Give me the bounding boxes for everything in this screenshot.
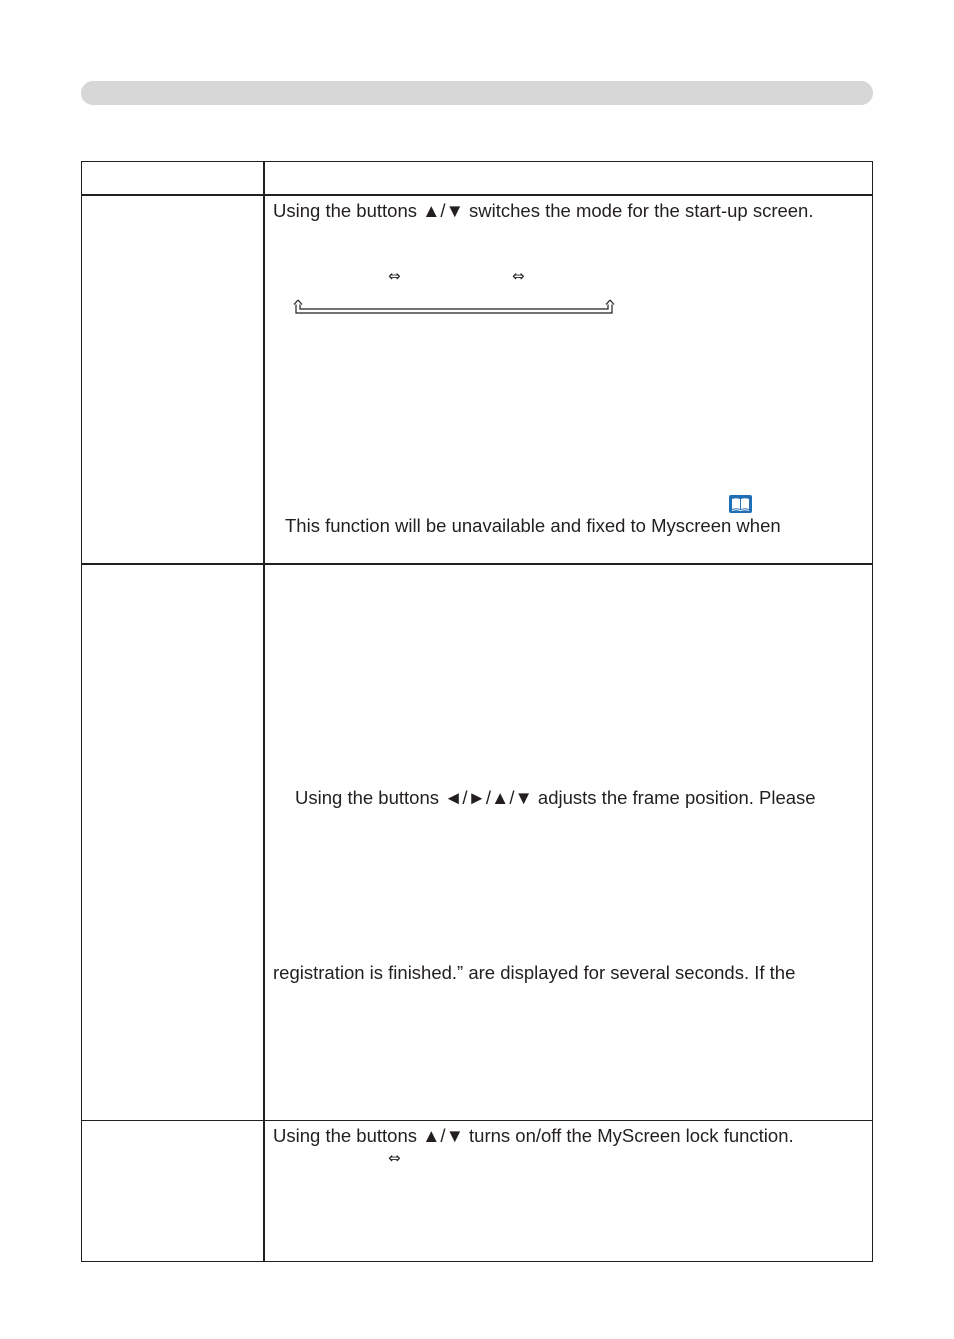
row-divider-2 — [82, 1120, 872, 1121]
header-row-divider — [82, 194, 872, 196]
loop-back-arrow-icon — [293, 296, 619, 318]
section-header-bar — [81, 81, 873, 105]
row-divider-1 — [82, 563, 872, 565]
settings-table — [81, 161, 873, 1262]
row1-description-line: Using the buttons ▲/▼ switches the mode for the start-up screen. — [273, 200, 814, 221]
toggle-arrow-icon: ⇔ — [388, 1149, 401, 1167]
row3-description-line: Using the buttons ▲/▼ turns on/off the MyScreen lock function. — [273, 1125, 794, 1146]
toggle-arrow-icon: ⇔ — [388, 267, 401, 285]
row1-note-line: This function will be unavailable and fixed to Myscreen when — [285, 515, 781, 536]
row2-description-line: Using the buttons ◄/►/▲/▼ adjusts the frame position. Please — [295, 787, 816, 808]
toggle-arrow-icon: ⇔ — [512, 267, 525, 285]
column-divider — [263, 162, 265, 1261]
book-icon — [729, 495, 752, 513]
row2-registration-line: registration is finished.” are displayed for several seconds. If the — [273, 962, 796, 983]
